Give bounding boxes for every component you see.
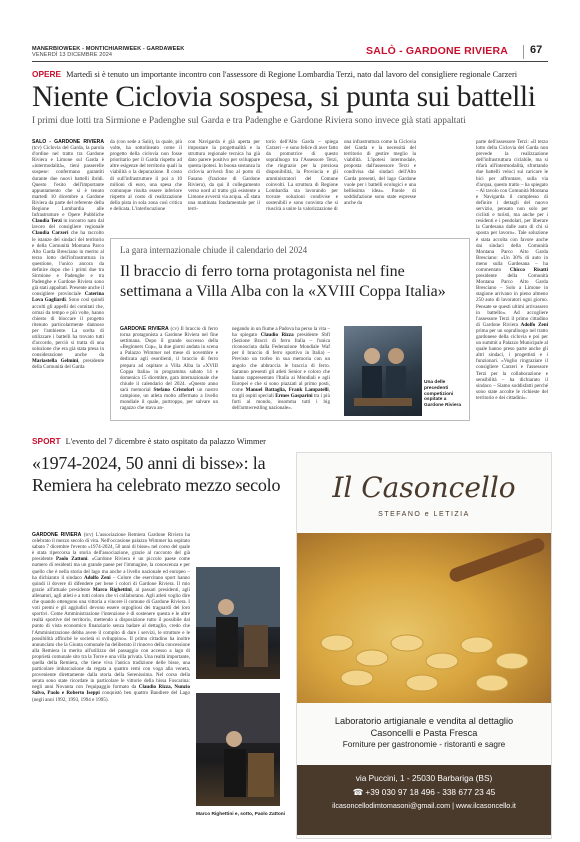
advert-contacts: ilcasoncellodimtomasoni@gmail.com | www.ilcasoncello.it: [332, 801, 516, 810]
header-publications: MANERBIOWEEK - MONTICHIARIWEEK - GARDAWEEK: [32, 46, 185, 52]
article2-headline: Il braccio di ferro torna protagonista nel fine settimana a Villa Alba con la «XVIII Coppa Italia»: [120, 263, 446, 300]
article1-dateline-suffix: (tcv): [32, 145, 42, 152]
article2-column-1: [120, 326, 218, 414]
article1-subhead: I primi due lotti tra Sirmione e Padenghe sul Garda e tra Padenghe e Gardone Riviera sono invece già stati appaltati: [32, 116, 466, 126]
advert-address: via Puccini, 1 - 25030 Barbariga (BS): [355, 773, 493, 783]
article2-photo: [344, 326, 422, 416]
article1-col1-name1: Claudia Terzi: [32, 218, 62, 225]
article3-kicker-text: L'evento del 7 dicembre è stato ospitato da palazzo Wimmer: [65, 437, 266, 446]
article3-text3: – Colore che esercitano sport hanno quindi il dovere di difendere per bene i colori di Gardone Riviera. Il mio grazie all'attuale presidente: [32, 574, 190, 593]
article2-column-2: [232, 326, 330, 414]
article1-dateline: SALÒ - GARDONE RIVIERA: [32, 139, 104, 145]
article2-dateline: GARDONE RIVIERA: [120, 326, 169, 332]
advert-contact-band: [297, 765, 551, 835]
advert-line2: Casoncelli e Pasta Fresca: [370, 728, 478, 738]
article2-photo-caption: Una delle precedenti competizioni ospitate a Gardone Riviera: [424, 380, 462, 409]
article2-col1-text: Il braccio di ferro torna protagonista a Gardone Riviera nel fine settimana. Dopo il grande successo della «Beginners Cup», la due giorni andata in scena a Palazzo Wimmer nel mese di novembre e dedicata agli esordienti, il braccio di ferro prepara ad ospitare a Villa Alba la «XVIII Coppa Italia» in programma sabato 14 e domenica 15 dicembre, gara internazionale che chiude il calendario del 2024. «Questo anno sarà memorial: [120, 326, 218, 393]
article3-photo-bottom: [196, 693, 280, 806]
article3-kicker-label: SPORT: [32, 436, 61, 446]
pasta-icon: [297, 533, 551, 703]
advert-brand: Il Casoncello: [332, 471, 516, 504]
article3-dateline-suffix: (tcv): [83, 532, 94, 538]
article1-col1-name4: Mariastella Gelmini: [32, 358, 79, 365]
article1-headline: Niente Ciclovia sospesa, si punta sui battelli: [32, 81, 536, 113]
article1-col1-text4: . Sono così quindi accolti gli appelli dei comitati che, ormai da tempo e più volte, hanno chiesto di bloccare il progetto ritenuto particolarmente dannoso per l'ambiente. La scelta di utilizzare i battelli ha trovato tutti d'accordo, perciò si tratta di una soluzione che era già stata presa in considerazione anche da: [32, 297, 104, 359]
article2-col2-names: Manuel Battaglia, Frank Lampatelli: [245, 386, 329, 393]
advert-phone: +39 030 97 18 496 - 338 677 23 45: [365, 787, 496, 797]
article2-col1-name: Stefano Cristofori: [153, 386, 195, 393]
header-rule: [32, 61, 548, 62]
phone-icon: ☎: [352, 787, 364, 797]
article3-photo-caption: Marco Righettini e, sotto, Paolo Zattoni: [196, 812, 286, 817]
header-separator: [523, 45, 524, 59]
article1-col1-text2: in incontro nato dal lavoro del consigliere regionale: [32, 218, 104, 231]
article1-col6-text3: prima per un sopralluogo nel tratto gardonese della ciclovia e poi per un summit a Palazzo Municipale al quale hanno preso parte anche gli altri sindaci, i progettisti e i funzionari. «Voglio ringraziare il consigliere Carzeri e l'assessore Terzi per la collaborazione e sensibilità – ha dichiarato il sindaco – Siamo soddisfatti perché sono state accolte le richieste del territorio e dei cittadini».: [476, 327, 548, 401]
article1-col6-text2: presidente della Comunità Montana Parco Alto Garda Bresciano – Solo a Limone in stagione arrivano in pieno almeno 250 auto di lavoratori ogni giorno. Pensate se questi ultimi arrivassero in battello». Ad accogliere l'assessore Terzi il primo cittadino di Gardone Riviera: [476, 273, 548, 328]
article2-col2-name3: Ermes Gasparini: [275, 393, 313, 400]
advert-lines: [297, 715, 551, 751]
article1-col6-name1: Chicco Risatti: [509, 266, 548, 273]
header-date: VENERDÌ 13 DICEMBRE 2024: [32, 52, 113, 59]
article3-name3: Marco Righettini: [92, 586, 132, 593]
article1-col6-text: parte dell'assessore Terzi: «Il terzo lotto della Ciclovia del Garda non prevede la realizzazione dell'infrastruttura ciclabile, ma si rifarà all'intermodalità, sfruttando due battelli veloci sui caricare le bici per affrontare, sulla via d'acqua, questo tratto – ha spiegato – Al tavolo con Comunità Montana e Navigarda il complesso di definire i dettagli del nuovo servizio, pensato non solo per ciclisti e turisti, ma anche per i residenti e i pendolari, per liberare la Gardesana dalle auto di chi si sposta per lavoro». Tale soluzione è stata accolta con favore anche dai sindaci della Comunità Montana Parco Alto Garda Bresciano: «Un 30% di auto in meno sulla Gardesana – ha commentato: [476, 139, 548, 273]
header-section-left: [32, 46, 184, 59]
article3-headline-line1: «1974-2024, 50 anni di bisse»: la: [32, 453, 266, 473]
article3-text1: L'associazione Remiera Gardone Riviera ha celebrato il mezzo secolo di vita. Nell'occasione palazzo Wimmer ha ospitato sabato 7 dicembre l'evento «1974-2024, 50 anni di bisse» nel corso del quale è stata ripercorsa la storia dell'associazione, grazie al racconto del già presidente: [32, 532, 190, 563]
article3-text2: . «Gardone Riviera è un piccolo paese come numero di residenti ma un grande paese per l'immagine, la conoscenza e per quello che è nella storia del lago ma anche a livello nazionale ed europeo – ha dichiarato il sindaco: [32, 556, 190, 581]
article2-col2-text: negando in un fiume a Padova ha perso la vita – ha spiegato: [232, 326, 330, 339]
article1-column-4: torio dell'Alto Garda – spiega Carzeri – e sono felice di aver fatto da promotrice di questo sopralluogo tra l'Assessore Terzi, che ringrazio per la preziosa disponibilità, la Provincia e gli amministratori del Comune coinvolti. La struttura di Regione Lombardia sta lavorando per trovare soluzioni condivise e sostenibili e sono convinta che si riuscirà a unire la valorizzazione di: [266, 139, 338, 213]
article3-dateline: GARDONE RIVIERA: [32, 532, 82, 538]
speaker-photo-icon-2: [196, 693, 280, 806]
article3-name2: Adolfo Zeni: [83, 574, 111, 581]
article3-headline: [32, 452, 292, 496]
article1-column-2: da (con sede a Salò), la quale, più volte, ha sottolineato come il progetto della ciclovia non fosse prioritario per il Garda rispetto ad altre esigenze del territorio quali la viabilità o la depurazione. Il costo di sull'infrastrutture il poi a 10 milioni di euro, una spesa che comunque risulta essere inferiore rispetto al costo di realizzazione della pista in sola zona così critica e delicata. L'interlocuzione: [110, 139, 182, 213]
article1-column-5: una infrastruttura come la Ciclovia del Garda e la necessità del territorio di gestire meglio la viabilità. L'ipotesi intermodale, proposta dall'assessore Terzi e condivisa dai sindaci dell'Alto Garda presenti, del lago Gardone vuole per i battelli ecologici e una bellissima idea». Parole di soddisfazione sono state espresse anche da: [344, 139, 416, 206]
article3-kicker: [32, 436, 292, 447]
advert-owners: STEFANO e LETIZIA: [378, 511, 470, 518]
article3-name1: Paolo Zattoni: [56, 556, 88, 563]
article3-photo-top: [196, 567, 280, 679]
article1-column-1: [32, 139, 104, 461]
article3-text5: conquistò ben quattro Bandiere del Lago (negli anni 1992, 1993, 1994 e 1995).: [32, 690, 190, 703]
article2-kicker: La gara internazionale chiude il calendario del 2024: [120, 245, 308, 255]
arm-wrestling-photo-icon: [344, 326, 422, 416]
article2-col2-text4: tra i più forti al mondo, insomma tutti i big dell'armwrestling nazionale».: [232, 393, 330, 412]
header-section-right: SALÒ - GARDONE RIVIERA: [366, 45, 509, 57]
advert-pasta-photo: [297, 533, 551, 703]
article2-col2-text3: , tra gli ospiti speciali: [232, 386, 330, 400]
article1-col1-text5: , presidente della Comunità del Garda: [32, 358, 104, 371]
article1-col1-text: Ciclovia del Garda, la parola d'ordine nel tratto tra Gardone Riviera e Limone sul Garda è «intermodalità», tieni passerelle sospese: confermano garantiti durante due nuovi battelli ibridi. Questo l'esito dell'importante appuntamento che si è tenuto martedì 10 dicembre a Gardone Riviera da parte del referente della Regione Lombardia alle Infrastrutture e Opere Pubbliche: [32, 145, 104, 219]
article3-names-end: Claudio Rizza, Nunzio Salvo, Paolo e Roberto Iseppi: [32, 684, 190, 697]
article1-col1-text3: che ha raccolto le istanze dei sindaci del territorio e della Comunità Montana Parco Alto Garda Bresciano in merito al terzo lotto dell'infrastruttura in questione, l'unico ancora da definire dopo che i primi due tra Sirmione e Padenghe e tra Padenghe e Gardone Riviera sono già stati appaltati. Presente anche il consigliere provinciale: [32, 230, 104, 298]
advert-box: [296, 452, 552, 839]
advert-line3: Forniture per gastronomie - ristoranti e sagre: [342, 740, 506, 749]
speaker-photo-icon: [196, 567, 280, 679]
article2-dateline-suffix: (cv): [170, 326, 179, 332]
article1-col1-name2: Claudia Carzeri: [32, 230, 69, 237]
article3-text4: , ai passati presidenti, agli allenatori, agli atleti e a tutti coloro che vi collaborano. Agli atleti voglio dire che quando ottengono una vittoria a vincere il comune di Gardone Riviera. I voti premi e gli aggiudici devono essere orgogliosi dei traguardi del loro sportivi. Come Amministrazione l'intenzione è di sostenere questa e le altre realtà sportive del territorio, mettendo a disposizione tutto il possibile dal punto di vista economico finanziario senza badare al dettaglio, credo che l'Amministrazione debba avere il compito di dare i servizi, le strutture e le possibilità affinché le società si sviluppino». Il primo cittadino ha inoltre annunciato che la Giunta comunale ha deliberato il rinnovo della concessione alla Remiera in merito all'utilizzo del passaggio con accesso a lago di proprietà comunale sito tra la Torre e una villa privata. Una realtà importante, quella della Remiera, che tiene viva l'antica tradizione delle bisse, una particolare imbarcazione da regata a quattro remi con voga alla veneta, proveniente direttamente dalla storia della Serenissima. Nel corso della serata sono state ricordate in particolare le vittorie della bissa Foscarina: negli anni Novanta con l'equipaggio formato da: [32, 586, 190, 691]
article2-col1-text2: un nostro campione, un atleta molto affermato a livello mondiale il quale, purtroppo, per salvare un ragazzo che stava an-: [120, 386, 218, 412]
advert-line1: Laboratorio artigianale e vendita al dettaglio: [334, 716, 514, 726]
article2-col2-name1: Claudio Rizza: [260, 332, 294, 339]
article1-kicker-label: OPERE: [32, 69, 62, 79]
article3-body: [32, 532, 190, 832]
article3-headline-line2: Remiera ha celebrato mezzo secolo: [32, 475, 281, 495]
article1-column-6: [476, 139, 548, 457]
article1-col6-name2: Adolfo Zeni: [520, 321, 548, 328]
article1-kicker-text: Martedì si è tenuto un importante incontro con l'assessore di Regione Lombardia Terzi, nato dal lavoro del consigliere regionale Carzeri: [66, 70, 518, 79]
article2-col2-text2: presidente Sbfl (Sezione Bracci di ferro Italia – l'unica riconosciuta dalla Federazione Mondiale Waf per il braccio di ferro sportivo in Italia) – Previsto un trofeo in sua memoria con un angolo che abbraccia le braccia di ferro. Saranno presenti gli atleti Senior e coloro che hanno rappresentato l'Italia ai Mondiali e agli Europei e che si sono piazzati al primo posti, come: [232, 332, 330, 393]
article1-kicker: [32, 69, 552, 80]
article1-col1-name3: Caterina Lova Gagliardi: [32, 291, 104, 304]
page-number: 67: [530, 44, 543, 56]
article1-column-3: con Navigarda è già aperta per impostare la progettualità e la struttura regionale tecnica ha già dato parere positivo per sviluppare questa ipotesi. In buona sostanza la ciclovia arriverà fino al porto di Fasano (frazione di Gardone Riviera), da qui il collegamento verso nord al tratto già esistente a Limone avverrà via acqua. «È stata una mattinata fondamentale per il terri-: [188, 139, 260, 213]
